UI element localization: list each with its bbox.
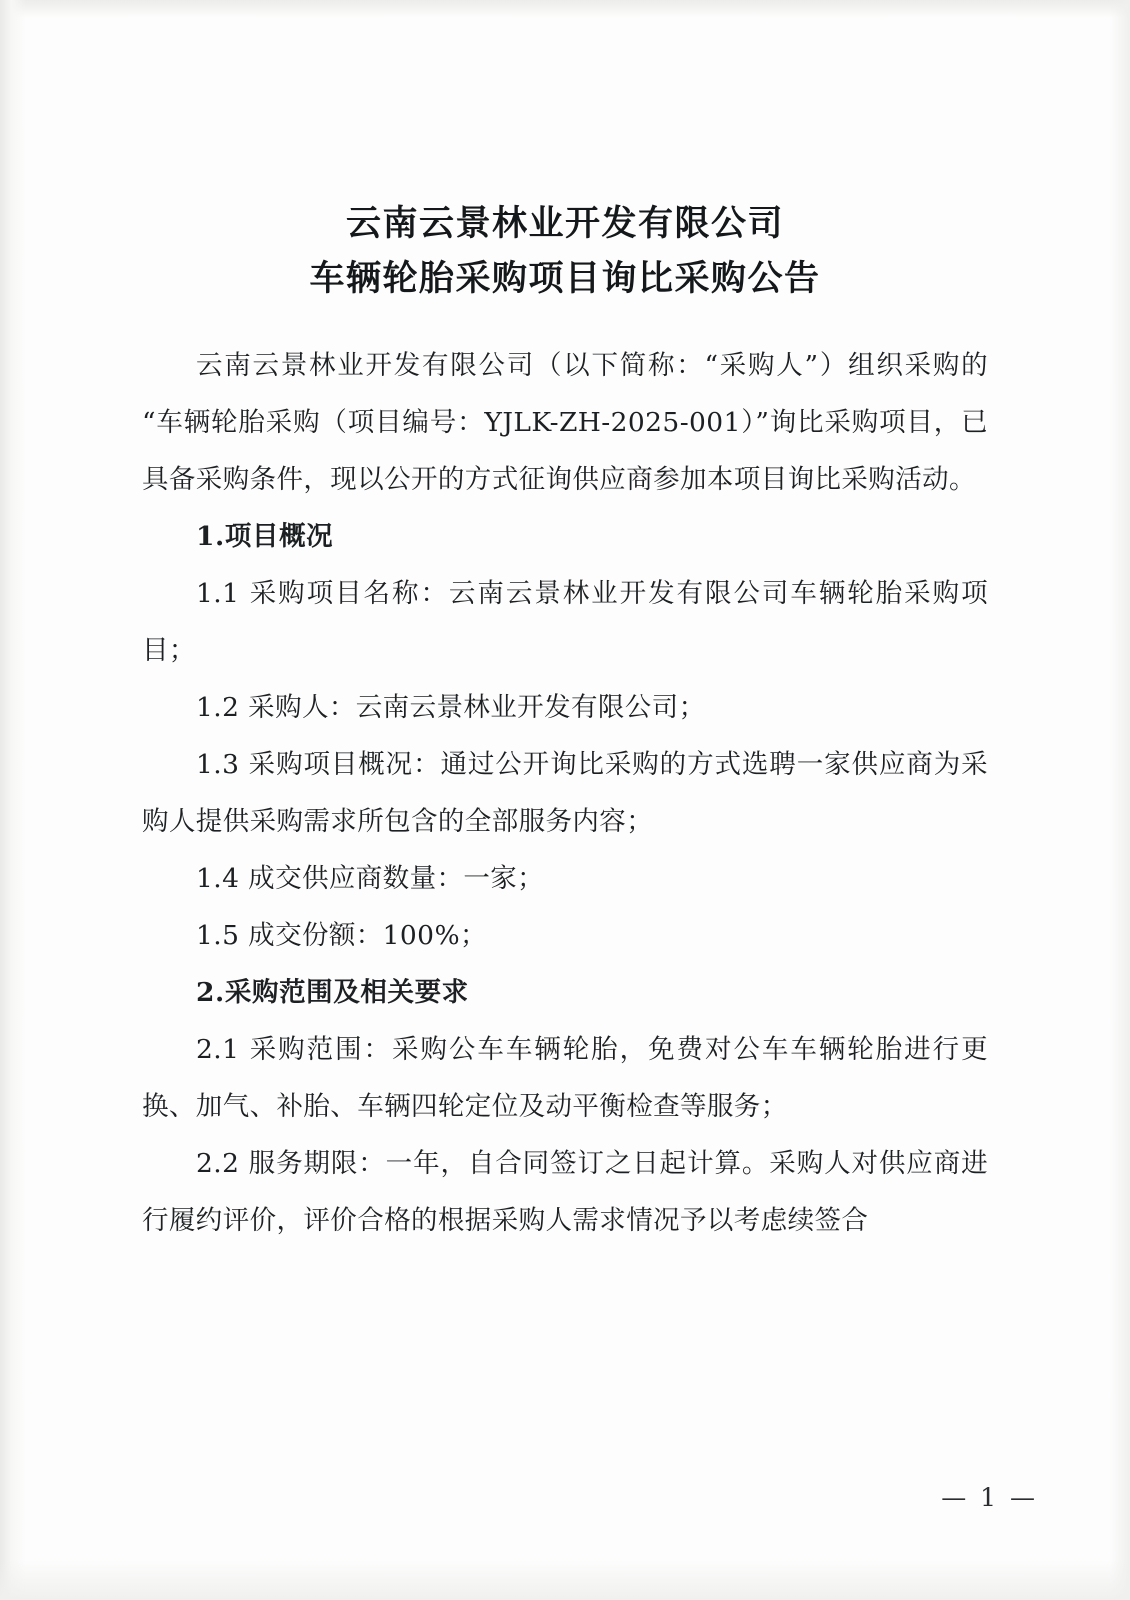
intro-paragraph: 云南云景林业开发有限公司（以下简称：“采购人”）组织采购的“车辆轮胎采购（项目编号：YJLK-ZH-2025-001）”询比采购项目，已具备采购条件，现以公开的方式征询供应商参加本项目询比采购活动。	[142, 349, 988, 495]
title-line-subject: 车辆轮胎采购项目询比采购公告	[309, 258, 821, 300]
section-1-item-4: 1.4 成交供应商数量：一家；	[196, 862, 545, 894]
section-1-item-3: 1.3 采购项目概况：通过公开询比采购的方式选聘一家供应商为采购人提供采购需求所包含的全部服务内容；	[142, 748, 988, 837]
section-2-item-1: 2.1 采购范围：采购公车车辆轮胎，免费对公车车辆轮胎进行更换、加气、补胎、车辆四轮定位及动平衡检查等服务；	[142, 1033, 988, 1122]
section-1-item-1: 1.1 采购项目名称：云南云景林业开发有限公司车辆轮胎采购项目；	[142, 577, 988, 666]
title-line-company: 云南云景林业开发有限公司	[345, 203, 784, 244]
section-1-item-2: 1.2 采购人：云南云景林业开发有限公司；	[196, 691, 706, 723]
document-body	[142, 337, 988, 1249]
document-content	[142, 196, 988, 1249]
scan-shadow-bottom	[0, 1560, 1130, 1600]
scan-shadow-top	[0, 0, 1130, 18]
section-2-heading: 2.采购范围及相关要求	[196, 976, 469, 1008]
page-number: — 1 —	[941, 1483, 1038, 1512]
section-1-item-5: 1.5 成交份额：100%；	[196, 919, 487, 951]
scan-shadow-right	[1110, 0, 1130, 1600]
page-title	[142, 196, 988, 307]
section-1-heading: 1.项目概况	[196, 520, 334, 552]
scan-shadow-left	[0, 0, 26, 1600]
section-2-item-2: 2.2 服务期限：一年，自合同签订之日起计算。采购人对供应商进行履约评价，评价合格的根据采购人需求情况予以考虑续签合	[142, 1147, 988, 1236]
